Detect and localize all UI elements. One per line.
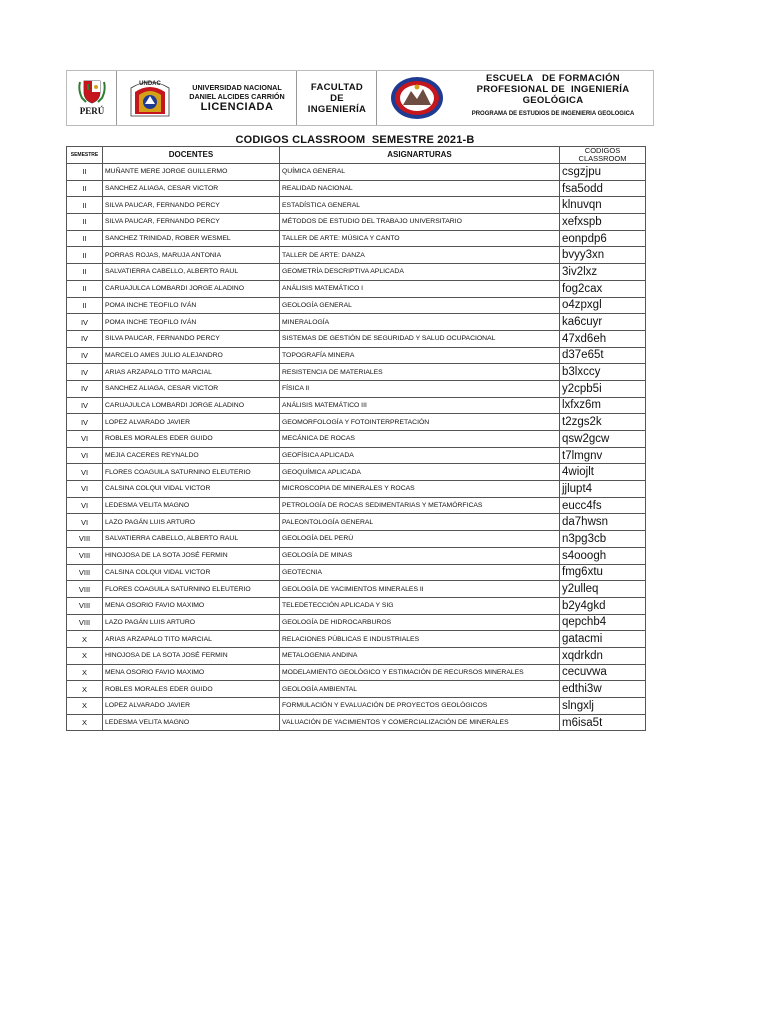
classroom-code-cell: cecuvwa — [560, 664, 646, 681]
classroom-codes-table — [66, 146, 646, 731]
subject-cell: PALEONTOLOGÍA GENERAL — [280, 514, 560, 531]
semester-cell: IV — [67, 414, 103, 431]
semester-cell: IV — [67, 364, 103, 381]
table-row — [67, 614, 646, 631]
teacher-cell: POMA INCHE TEOFILO IVÁN — [103, 314, 280, 331]
subject-cell: SISTEMAS DE GESTIÓN DE SEGURIDAD Y SALUD OCUPACIONAL — [280, 330, 560, 347]
peru-label: PERÚ — [79, 106, 105, 116]
semester-cell: II — [67, 214, 103, 231]
semester-cell: X — [67, 664, 103, 681]
licenciada-label: LICENCIADA — [200, 101, 274, 113]
teacher-cell: SILVA PAUCAR, FERNANDO PERCY — [103, 214, 280, 231]
classroom-code-cell: m6isa5t — [560, 714, 646, 731]
school-line1: ESCUELA DE FORMACIÓN — [486, 73, 620, 84]
header-semester: SEMESTRE — [67, 147, 103, 164]
classroom-code-cell: gatacmi — [560, 631, 646, 648]
faculty-line3: INGENIERÍA — [307, 104, 367, 115]
school-panel — [377, 71, 653, 125]
teacher-cell: LOPEZ ALVARADO JAVIER — [103, 414, 280, 431]
faculty-line2: DE — [330, 93, 344, 104]
faculty-line1: FACULTAD — [310, 82, 364, 93]
semester-cell: X — [67, 631, 103, 648]
classroom-code-cell: fog2cax — [560, 280, 646, 297]
semester-cell: IV — [67, 347, 103, 364]
program-name: PROGRAMA DE ESTUDIOS DE INGENIERIA GEOLOGICA — [471, 111, 635, 117]
subject-cell: PETROLOGÍA DE ROCAS SEDIMENTARIAS Y METAMÓRFICAS — [280, 497, 560, 514]
subject-cell: ANÁLISIS MATEMÁTICO I — [280, 280, 560, 297]
subject-cell: MECÁNICA DE ROCAS — [280, 431, 560, 448]
semester-cell: II — [67, 264, 103, 281]
svg-text:UNDAC: UNDAC — [139, 81, 161, 87]
teacher-cell: SANCHEZ ALIAGA, CESAR VICTOR — [103, 380, 280, 397]
teacher-cell: MEJIA CACERES REYNALDO — [103, 447, 280, 464]
classroom-code-cell: jjlupt4 — [560, 481, 646, 498]
semester-cell: IV — [67, 314, 103, 331]
teacher-cell: MUÑANTE MERE JORGE GUILLERMO — [103, 164, 280, 181]
semester-cell: II — [67, 197, 103, 214]
subject-cell: GEOMORFOLOGÍA Y FOTOINTERPRETACIÓN — [280, 414, 560, 431]
table-row — [67, 514, 646, 531]
classroom-code-cell: slngxlj — [560, 698, 646, 715]
teacher-cell: CALSINA COLQUI VIDAL VICTOR — [103, 564, 280, 581]
geology-school-emblem-icon — [389, 75, 445, 121]
classroom-code-cell: d37e65t — [560, 347, 646, 364]
classroom-code-cell: b3lxccy — [560, 364, 646, 381]
semester-cell: VIII — [67, 614, 103, 631]
table-header-row — [67, 147, 646, 164]
subject-cell: GEOMETRÍA DESCRIPTIVA APLICADA — [280, 264, 560, 281]
teacher-cell: SALVATIERRA CABELLO, ALBERTO RAUL — [103, 264, 280, 281]
teacher-cell: LOPEZ ALVARADO JAVIER — [103, 698, 280, 715]
semester-cell: II — [67, 297, 103, 314]
subject-cell: TALLER DE ARTE: MÚSICA Y CANTO — [280, 230, 560, 247]
table-row — [67, 180, 646, 197]
classroom-code-cell: eucc4fs — [560, 497, 646, 514]
undac-seal-icon — [127, 76, 173, 122]
teacher-cell: LEDESMA VELITA MAGNO — [103, 497, 280, 514]
subject-cell: GEOLOGÍA GENERAL — [280, 297, 560, 314]
table-row — [67, 597, 646, 614]
semester-cell: VI — [67, 497, 103, 514]
teacher-cell: SILVA PAUCAR, FERNANDO PERCY — [103, 197, 280, 214]
semester-cell: VIII — [67, 581, 103, 598]
school-line3: GEOLÓGICA — [522, 95, 584, 106]
classroom-code-cell: n3pg3cb — [560, 531, 646, 548]
classroom-code-cell: y2ulleq — [560, 581, 646, 598]
semester-cell: VIII — [67, 531, 103, 548]
table-row — [67, 464, 646, 481]
header-codes: CODIGOS CLASSROOM — [560, 147, 646, 164]
teacher-cell: ARIAS ARZAPALO TITO MARCIAL — [103, 364, 280, 381]
teacher-cell: MENA OSORIO FAVIO MAXIMO — [103, 664, 280, 681]
subject-cell: GEOQUÍMICA APLICADA — [280, 464, 560, 481]
teacher-cell: LEDESMA VELITA MAGNO — [103, 714, 280, 731]
table-row — [67, 247, 646, 264]
document-title: CODIGOS CLASSROOM SEMESTRE 2021-B — [235, 134, 475, 146]
subject-cell: RESISTENCIA DE MATERIALES — [280, 364, 560, 381]
semester-cell: II — [67, 180, 103, 197]
classroom-code-cell: fsa5odd — [560, 180, 646, 197]
teacher-cell: ROBLES MORALES EDER GUIDO — [103, 681, 280, 698]
table-row — [67, 197, 646, 214]
table-row — [67, 714, 646, 731]
teacher-cell: PORRAS ROJAS, MARUJA ANTONIA — [103, 247, 280, 264]
subject-cell: MODELAMIENTO GEOLÓGICO Y ESTIMACIÓN DE RECURSOS MINERALES — [280, 664, 560, 681]
school-title — [455, 73, 651, 106]
semester-cell: X — [67, 698, 103, 715]
semester-cell: IV — [67, 380, 103, 397]
subject-cell: REALIDAD NACIONAL — [280, 180, 560, 197]
subject-cell: MÉTODOS DE ESTUDIO DEL TRABAJO UNIVERSITARIO — [280, 214, 560, 231]
subject-cell: GEOLOGÍA DE HIDROCARBUROS — [280, 614, 560, 631]
university-panel — [117, 71, 297, 125]
classroom-code-cell: lxfxz6m — [560, 397, 646, 414]
table-row — [67, 214, 646, 231]
school-line2: PROFESIONAL DE INGENIERÍA — [476, 84, 630, 95]
teacher-cell: POMA INCHE TEOFILO IVÁN — [103, 297, 280, 314]
subject-cell: GEOTECNIA — [280, 564, 560, 581]
subject-cell: GEOLOGÍA DE YACIMIENTOS MINERALES II — [280, 581, 560, 598]
teacher-cell: CARUAJULCA LOMBARDI JORGE ALADINO — [103, 280, 280, 297]
semester-cell: VI — [67, 431, 103, 448]
teacher-cell: HINOJOSA DE LA SOTA JOSÉ FERMIN — [103, 647, 280, 664]
classroom-code-cell: csgzjpu — [560, 164, 646, 181]
teacher-cell: LAZO PAGÁN LUIS ARTURO — [103, 614, 280, 631]
table-row — [67, 481, 646, 498]
classroom-code-cell: qsw2gcw — [560, 431, 646, 448]
table-row — [67, 431, 646, 448]
teacher-cell: CARUAJULCA LOMBARDI JORGE ALADINO — [103, 397, 280, 414]
classroom-code-cell: y2cpb5i — [560, 380, 646, 397]
table-row — [67, 330, 646, 347]
semester-cell: II — [67, 280, 103, 297]
table-row — [67, 647, 646, 664]
classroom-code-cell: eonpdp6 — [560, 230, 646, 247]
classroom-code-cell: xqdrkdn — [560, 647, 646, 664]
teacher-cell: HINOJOSA DE LA SOTA JOSÉ FERMIN — [103, 547, 280, 564]
subject-cell: GEOFÍSICA APLICADA — [280, 447, 560, 464]
teacher-cell: SANCHEZ TRINIDAD, ROBER WESMEL — [103, 230, 280, 247]
subject-cell: FÍSICA II — [280, 380, 560, 397]
teacher-cell: MENA OSORIO FAVIO MAXIMO — [103, 597, 280, 614]
classroom-code-cell: qepchb4 — [560, 614, 646, 631]
table-row — [67, 364, 646, 381]
semester-cell: X — [67, 647, 103, 664]
classroom-code-cell: b2y4gkd — [560, 597, 646, 614]
semester-cell: X — [67, 681, 103, 698]
table-row — [67, 497, 646, 514]
classroom-code-cell: 4wiojlt — [560, 464, 646, 481]
header-subjects: ASIGNARTURAS — [280, 147, 560, 164]
subject-cell: GEOLOGÍA AMBIENTAL — [280, 681, 560, 698]
classroom-code-cell: edthi3w — [560, 681, 646, 698]
classroom-code-cell: bvyy3xn — [560, 247, 646, 264]
semester-cell: II — [67, 164, 103, 181]
classroom-code-cell: xefxspb — [560, 214, 646, 231]
classroom-code-cell: t2zgs2k — [560, 414, 646, 431]
subject-cell: ANÁLISIS MATEMÁTICO III — [280, 397, 560, 414]
subject-cell: TALLER DE ARTE: DANZA — [280, 247, 560, 264]
classroom-code-cell: s4ooogh — [560, 547, 646, 564]
table-row — [67, 698, 646, 715]
university-name-line1: UNIVERSIDAD NACIONAL — [192, 83, 282, 92]
teacher-cell: LAZO PAGÁN LUIS ARTURO — [103, 514, 280, 531]
header-teachers: DOCENTES — [103, 147, 280, 164]
table-row — [67, 631, 646, 648]
subject-cell: MINERALOGÍA — [280, 314, 560, 331]
table-row — [67, 264, 646, 281]
peru-coat-of-arms-icon — [78, 78, 106, 104]
table-row — [67, 664, 646, 681]
classroom-code-cell: klnuvqn — [560, 197, 646, 214]
subject-cell: METALOGENIA ANDINA — [280, 647, 560, 664]
classroom-code-cell: 47xd6eh — [560, 330, 646, 347]
semester-cell: VI — [67, 447, 103, 464]
semester-cell: VIII — [67, 597, 103, 614]
teacher-cell: ARIAS ARZAPALO TITO MARCIAL — [103, 631, 280, 648]
semester-cell: VIII — [67, 547, 103, 564]
faculty-name — [297, 82, 377, 115]
semester-cell: VI — [67, 464, 103, 481]
table-row — [67, 681, 646, 698]
peru-emblem-panel — [67, 71, 117, 125]
classroom-code-cell: da7hwsn — [560, 514, 646, 531]
table-row — [67, 380, 646, 397]
document-header — [66, 70, 654, 126]
faculty-panel — [297, 71, 377, 125]
teacher-cell: ROBLES MORALES EDER GUIDO — [103, 431, 280, 448]
table-row — [67, 531, 646, 548]
table-row — [67, 447, 646, 464]
classroom-code-cell: t7lmgnv — [560, 447, 646, 464]
teacher-cell: FLORES COAGUILA SATURNINO ELEUTERIO — [103, 581, 280, 598]
teacher-cell: SALVATIERRA CABELLO, ALBERTO RAUL — [103, 531, 280, 548]
semester-cell: IV — [67, 397, 103, 414]
classroom-code-cell: 3iv2lxz — [560, 264, 646, 281]
teacher-cell: MARCELO AMES JULIO ALEJANDRO — [103, 347, 280, 364]
teacher-cell: FLORES COAGUILA SATURNINO ELEUTERIO — [103, 464, 280, 481]
table-row — [67, 581, 646, 598]
semester-cell: II — [67, 230, 103, 247]
table-row — [67, 564, 646, 581]
university-name — [179, 83, 295, 101]
semester-cell: II — [67, 247, 103, 264]
table-row — [67, 347, 646, 364]
table-row — [67, 164, 646, 181]
table-row — [67, 230, 646, 247]
semester-cell: X — [67, 714, 103, 731]
university-name-line2: DANIEL ALCIDES CARRIÓN — [189, 92, 285, 101]
subject-cell: MICROSCOPIA DE MINERALES Y ROCAS — [280, 481, 560, 498]
teacher-cell: SANCHEZ ALIAGA, CESAR VICTOR — [103, 180, 280, 197]
semester-cell: VIII — [67, 564, 103, 581]
teacher-cell: SILVA PAUCAR, FERNANDO PERCY — [103, 330, 280, 347]
semester-cell: VI — [67, 481, 103, 498]
table-row — [67, 397, 646, 414]
subject-cell: GEOLOGÍA DEL PERÚ — [280, 531, 560, 548]
classroom-code-cell: ka6cuyr — [560, 314, 646, 331]
table-row — [67, 314, 646, 331]
subject-cell: VALUACIÓN DE YACIMIENTOS Y COMERCIALIZACIÓN DE MINERALES — [280, 714, 560, 731]
table-row — [67, 297, 646, 314]
subject-cell: ESTADÍSTICA GENERAL — [280, 197, 560, 214]
subject-cell: RELACIONES PÚBLICAS E INDUSTRIALES — [280, 631, 560, 648]
subject-cell: TOPOGRAFÍA MINERA — [280, 347, 560, 364]
subject-cell: FORMULACIÓN Y EVALUACIÓN DE PROYECTOS GEOLÓGICOS — [280, 698, 560, 715]
classroom-code-cell: o4zpxgl — [560, 297, 646, 314]
table-row — [67, 547, 646, 564]
semester-cell: IV — [67, 330, 103, 347]
table-body — [67, 164, 646, 731]
subject-cell: QUÍMICA GENERAL — [280, 164, 560, 181]
subject-cell: GEOLOGÍA DE MINAS — [280, 547, 560, 564]
table-row — [67, 414, 646, 431]
table-row — [67, 280, 646, 297]
semester-cell: VI — [67, 514, 103, 531]
teacher-cell: CALSINA COLQUI VIDAL VICTOR — [103, 481, 280, 498]
classroom-code-cell: fmg6xtu — [560, 564, 646, 581]
subject-cell: TELEDETECCIÓN APLICADA Y SIG — [280, 597, 560, 614]
